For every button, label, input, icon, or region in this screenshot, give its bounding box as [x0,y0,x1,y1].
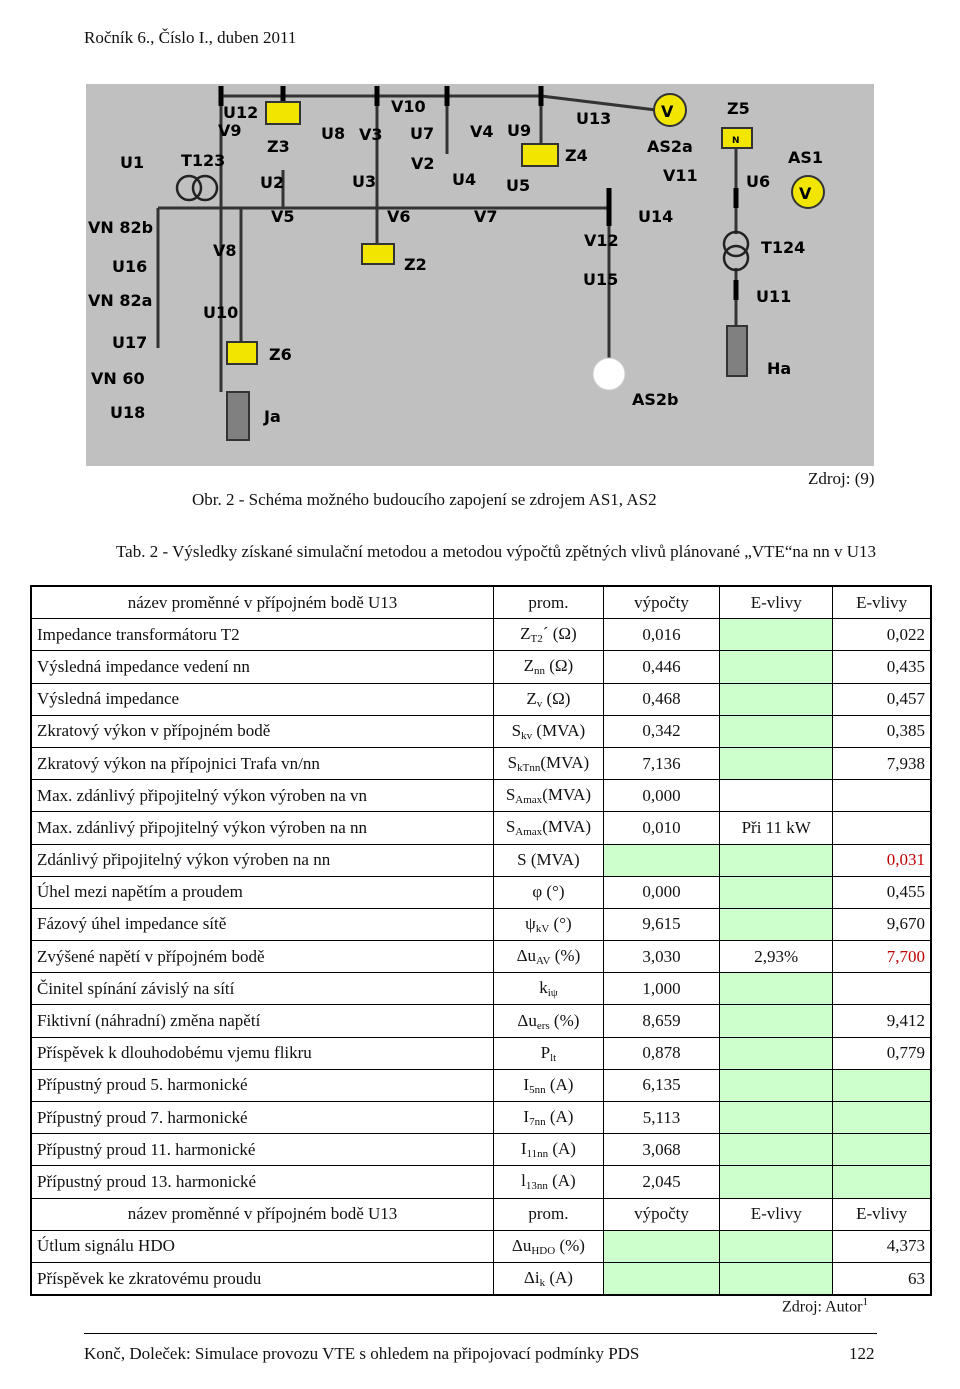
variable-unit: (A) [548,1139,576,1159]
variable-unit: (%) [549,1010,580,1030]
row-variable [494,844,604,876]
footer-text: Konč, Doleček: Simulace provozu VTE s ohledem na připojovací podmínky PDS [84,1344,640,1363]
label-v5: V5 [271,207,295,226]
variable-symbol: S [511,720,522,740]
header-calc: výpočty [603,1198,719,1230]
row-ev2 [833,1166,931,1198]
row-variable [494,1037,604,1069]
variable-subscript: kv [521,729,533,742]
variable-unit: (%) [555,1235,585,1255]
as2b-source-icon [593,358,625,390]
table-row [31,973,931,1005]
table-header-row [31,1198,931,1230]
row-variable [494,683,604,715]
as1-voltmeter-glyph: V [799,184,812,203]
row-ev2: 0,385 [833,715,931,747]
variable-subscript: lt [550,1051,557,1064]
row-ev1 [720,715,833,747]
row-ev1 [720,1102,833,1134]
row-name: Výsledná impedance [31,683,494,715]
row-ev1 [720,619,833,651]
table-row [31,908,931,940]
variable-unit: (A) [545,1074,574,1094]
label-v8: V8 [213,241,237,260]
variable-subscript: v [536,697,543,710]
row-variable [494,941,604,973]
label-t124: T124 [761,238,806,257]
label-v7: V7 [474,207,498,226]
table-row [31,941,931,973]
label-ha: Ha [767,359,792,378]
label-as2a: AS2a [647,137,693,156]
variable-subscript: 13nn [525,1180,548,1193]
row-calc: 0,446 [603,651,719,683]
variable-unit: (MVA) [540,753,590,773]
page-number: 122 [849,1344,875,1363]
table-row [31,1005,931,1037]
variable-symbol: l [521,1171,526,1191]
row-variable [494,651,604,683]
variable-symbol: Δu [511,1235,532,1255]
as2a-voltmeter-glyph: V [661,102,674,121]
header-ev1: E-vlivy [720,1198,833,1230]
header-calc: výpočty [603,586,719,619]
row-ev1 [720,683,833,715]
label-as1: AS1 [788,148,824,167]
label-u18: U18 [110,403,146,422]
variable-unit: ´ (Ω) [542,624,577,644]
row-ev2: 4,373 [833,1230,931,1262]
variable-subscript: iψ [547,987,558,1000]
header-name: název proměnné v přípojném bodě U13 [31,1198,494,1230]
table-source-footnote: 1 [862,1296,868,1308]
row-name: Činitel spínání závislý na sítí [31,973,494,1005]
row-variable [494,1069,604,1101]
label-u13: U13 [576,109,612,128]
circuit-diagram [86,84,874,466]
variable-subscript: 11nn [526,1148,549,1161]
table-row [31,1262,931,1295]
variable-symbol: S [507,753,518,773]
variable-subscript: 7nn [529,1116,546,1129]
label-u1: U1 [120,153,145,172]
label-u4: U4 [452,170,477,189]
row-ev2: 9,670 [833,908,931,940]
row-name: Zkratový výkon na přípojnici Trafa vn/nn [31,747,494,779]
footer-rule [84,1333,877,1334]
row-calc [603,1262,719,1295]
variable-symbol: S (MVA) [517,850,580,870]
row-name: Zkratový výkon v přípojném bodě [31,715,494,747]
row-name: Útlum signálu HDO [31,1230,494,1262]
variable-symbol: k [539,978,548,998]
row-name: Příspěvek ke zkratovému proudu [31,1262,494,1295]
variable-unit: (MVA) [532,720,586,740]
row-ev2: 0,435 [833,651,931,683]
row-calc: 0,000 [603,876,719,908]
variable-unit: (Ω) [542,688,571,708]
row-variable [494,812,604,844]
table-row [31,876,931,908]
label-vn82a: VN 82a [88,291,153,310]
row-calc [603,844,719,876]
row-ev1 [720,1134,833,1166]
variable-symbol: Δu [516,946,537,966]
row-ev2: 0,031 [833,844,931,876]
header-ev1: E-vlivy [720,586,833,619]
label-u11: U11 [756,287,792,306]
label-u8: U8 [321,124,346,143]
row-name: Příspěvek k dlouhodobému vjemu flikru [31,1037,494,1069]
z6-source-box [227,342,257,364]
table-row [31,715,931,747]
row-calc: 3,068 [603,1134,719,1166]
row-name: Fázový úhel impedance sítě [31,908,494,940]
figure-caption: Obr. 2 - Schéma možného budoucího zapojení se zdrojem AS1, AS2 [192,490,657,509]
row-variable [494,908,604,940]
variable-unit: (A) [545,1107,574,1127]
row-variable [494,1262,604,1295]
row-calc: 9,615 [603,908,719,940]
table-row [31,651,931,683]
row-ev2 [833,780,931,812]
row-name: Fiktivní (náhradní) změna napětí [31,1005,494,1037]
label-u6: U6 [746,172,771,191]
variable-unit: (°) [549,913,572,933]
row-ev1: Při 11 kW [720,812,833,844]
label-vn60: VN 60 [91,369,145,388]
label-z4: Z4 [565,146,588,165]
row-ev2 [833,973,931,1005]
variable-unit: (%) [550,946,581,966]
ha-load-box [727,326,747,376]
variable-subscript: AV [536,955,551,968]
row-ev2 [833,1102,931,1134]
variable-subscript: kV [535,922,550,935]
header-name: název proměnné v přípojném bodě U13 [31,586,494,619]
table-caption: Tab. 2 - Výsledky získané simulační metodou a metodou výpočtů zpětných vlivů plánované „VTE“na nn v U13 [115,542,876,561]
row-ev1 [720,908,833,940]
row-name: Přípustný proud 13. harmonické [31,1166,494,1198]
row-name: Výsledná impedance vedení nn [31,651,494,683]
row-ev1 [720,1166,833,1198]
row-ev2: 0,457 [833,683,931,715]
results-table [30,585,932,1296]
ja-load-box [227,392,249,440]
row-name: Zdánlivý připojitelný výkon výroben na nn [31,844,494,876]
row-name: Max. zdánlivý připojitelný výkon výroben na vn [31,780,494,812]
row-ev2: 7,700 [833,941,931,973]
label-z2: Z2 [404,255,427,274]
label-v3: V3 [359,125,383,144]
header-var: prom. [494,586,604,619]
label-v2: V2 [411,154,435,173]
variable-symbol: S [505,785,516,805]
label-as2b: AS2b [632,390,679,409]
variable-symbol: ψ [525,913,536,933]
variable-subscript: Amax [515,794,543,807]
row-calc: 5,113 [603,1102,719,1134]
row-calc: 2,045 [603,1166,719,1198]
row-variable [494,876,604,908]
row-name: Impedance transformátoru T2 [31,619,494,651]
variable-subscript: ers [536,1019,550,1032]
row-ev1: 2,93% [720,941,833,973]
row-ev2 [833,1069,931,1101]
variable-unit: (A) [547,1171,576,1191]
row-calc: 3,030 [603,941,719,973]
label-u10: U10 [203,303,239,322]
row-calc: 8,659 [603,1005,719,1037]
variable-symbol: Z [526,688,537,708]
table-source [782,1296,868,1316]
z4-source-box [522,144,558,166]
t124-transformer-icon [724,232,748,256]
figure-source: Zdroj: (9) [808,469,875,488]
row-ev1 [720,747,833,779]
variable-unit: (MVA) [542,817,591,837]
header-ev2: E-vlivy [833,1198,931,1230]
row-calc: 0,878 [603,1037,719,1069]
variable-unit: (MVA) [542,785,591,805]
row-ev2: 0,779 [833,1037,931,1069]
label-v12: V12 [584,231,619,250]
variable-symbol: I [523,1074,530,1094]
variable-symbol: I [523,1107,530,1127]
table-row [31,1166,931,1198]
row-calc: 6,135 [603,1069,719,1101]
label-z3: Z3 [267,137,290,156]
row-name: Zvýšené napětí v přípojném bodě [31,941,494,973]
row-ev2: 63 [833,1262,931,1295]
label-t123: T123 [181,151,226,170]
variable-symbol: Z [523,656,534,676]
z2-source-box [362,244,394,264]
header-var: prom. [494,1198,604,1230]
row-variable [494,1134,604,1166]
row-variable [494,1102,604,1134]
label-u12: U12 [223,103,259,122]
label-v9: V9 [218,121,242,140]
table-row [31,683,931,715]
row-ev2: 0,022 [833,619,931,651]
row-ev1 [720,1230,833,1262]
variable-symbol: Δi [523,1268,540,1288]
row-ev2: 7,938 [833,747,931,779]
label-u2: U2 [260,173,285,192]
label-u16: U16 [112,257,148,276]
table-source-text: Zdroj: Autor [782,1298,863,1316]
variable-symbol: Z [520,624,531,644]
variable-symbol: φ (°) [532,882,565,902]
table-row [31,1134,931,1166]
row-ev1 [720,1005,833,1037]
variable-subscript: kTnn [517,762,541,775]
row-ev1 [720,1037,833,1069]
label-u3: U3 [352,172,377,191]
label-z6: Z6 [269,345,292,364]
table-row [31,619,931,651]
table-row [31,1230,931,1262]
row-calc: 0,342 [603,715,719,747]
row-variable [494,619,604,651]
label-u5: U5 [506,176,531,195]
table-row [31,844,931,876]
label-z5: Z5 [727,99,750,118]
variable-subscript: k [539,1277,546,1290]
journal-issue: Ročník 6., Číslo I., duben 2011 [84,28,297,47]
z3-source-box [266,102,300,124]
table-header-row [31,586,931,619]
row-variable [494,1005,604,1037]
row-ev1 [720,973,833,1005]
z5-n-label: N [732,136,740,146]
variable-unit: (Ω) [545,656,574,676]
variable-symbol: P [540,1042,551,1062]
label-u15: U15 [583,270,619,289]
variable-subscript: Amax [515,826,543,839]
variable-unit: (A) [545,1268,573,1288]
header-ev2: E-vlivy [833,586,931,619]
variable-subscript: T2 [530,633,543,646]
row-calc: 0,468 [603,683,719,715]
row-ev2: 0,455 [833,876,931,908]
row-calc: 7,136 [603,747,719,779]
row-name: Max. zdánlivý připojitelný výkon výroben na nn [31,812,494,844]
variable-symbol: I [520,1139,527,1159]
row-name: Úhel mezi napětím a proudem [31,876,494,908]
label-v11: V11 [663,166,698,185]
row-calc [603,1230,719,1262]
row-ev1 [720,1262,833,1295]
row-variable [494,715,604,747]
variable-subscript: HDO [531,1244,556,1257]
row-variable [494,1166,604,1198]
row-ev1 [720,876,833,908]
label-v10: V10 [391,97,426,116]
row-name: Přípustný proud 5. harmonické [31,1069,494,1101]
table-row [31,1069,931,1101]
variable-symbol: Δu [517,1010,537,1030]
row-variable [494,1230,604,1262]
table-row [31,812,931,844]
row-calc: 0,016 [603,619,719,651]
table-row [31,780,931,812]
variable-symbol: S [505,817,516,837]
circuit-diagram-svg [86,84,874,466]
label-ja: Ja [264,407,281,426]
row-ev1 [720,780,833,812]
row-calc: 0,010 [603,812,719,844]
row-calc: 1,000 [603,973,719,1005]
table-row [31,747,931,779]
row-calc: 0,000 [603,780,719,812]
table-row [31,1037,931,1069]
label-u17: U17 [112,333,148,352]
row-variable [494,747,604,779]
row-ev2 [833,1134,931,1166]
row-ev1 [720,844,833,876]
row-ev1 [720,651,833,683]
table-row [31,1102,931,1134]
row-name: Přípustný proud 11. harmonické [31,1134,494,1166]
variable-subscript: 5nn [529,1083,546,1096]
label-vn82b: VN 82b [88,218,154,237]
label-u7: U7 [410,124,435,143]
label-v6: V6 [387,207,411,226]
label-u9: U9 [507,121,532,140]
row-name: Přípustný proud 7. harmonické [31,1102,494,1134]
row-ev1 [720,1069,833,1101]
label-u14: U14 [638,207,674,226]
row-variable [494,780,604,812]
label-v4: V4 [470,122,494,141]
row-variable [494,973,604,1005]
row-ev2: 9,412 [833,1005,931,1037]
row-ev2 [833,812,931,844]
variable-subscript: nn [534,665,545,678]
